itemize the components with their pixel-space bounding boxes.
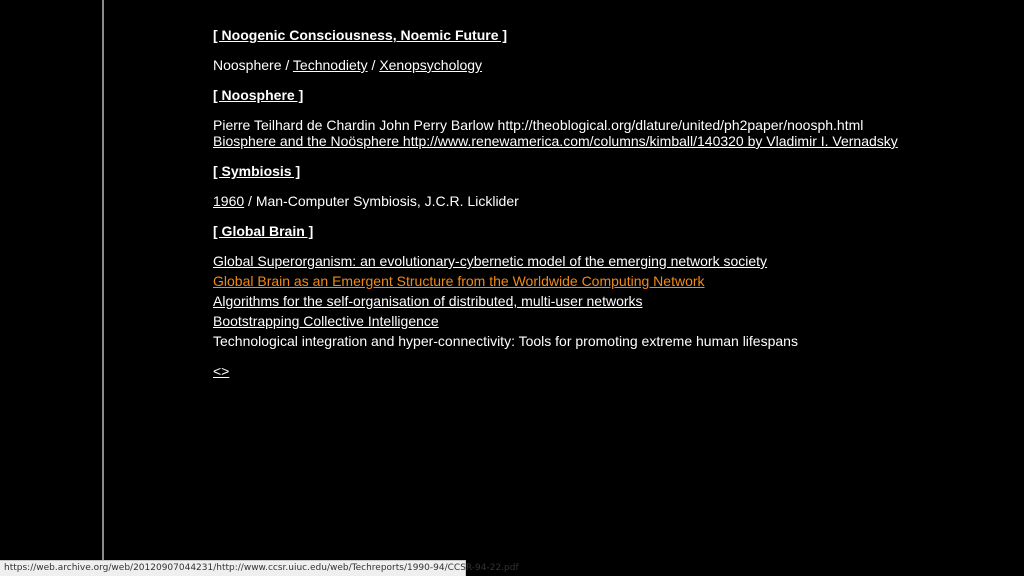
link-bootstrapping-collective-intelligence[interactable]: Bootstrapping Collective Intelligence xyxy=(213,313,439,329)
symbiosis-text: / Man-Computer Symbiosis, J.C.R. Licklider xyxy=(244,193,519,209)
link-xenopsychology[interactable]: Xenopsychology xyxy=(379,57,483,73)
link-1960[interactable]: 1960 xyxy=(213,193,245,209)
text-technological-integration: Technological integration and hyper-connectivity: Tools for promoting extreme human lifespans xyxy=(213,333,798,349)
heading-symbiosis[interactable]: [ Symbiosis ] xyxy=(213,163,301,179)
separator: / xyxy=(367,57,380,73)
link-technodiety[interactable]: Technodiety xyxy=(292,57,368,73)
status-bar-url: https://web.archive.org/web/20120907044231/http://www.ccsr.uiuc.edu/web/Techreports/1990-94/CCSR-94-22.pdf xyxy=(0,560,466,576)
link-global-brain-emergent-structure[interactable]: Global Brain as an Emergent Structure from the Worldwide Computing Network xyxy=(213,273,705,289)
global-brain-list xyxy=(213,253,993,349)
noosphere-references xyxy=(213,117,993,149)
link-global-superorganism[interactable]: Global Superorganism: an evolutionary-cybernetic model of the emerging network society xyxy=(213,253,768,269)
link-self-organisation-algorithms[interactable]: Algorithms for the self-organisation of distributed, multi-user networks xyxy=(213,293,643,309)
left-divider-line xyxy=(102,0,104,560)
noosphere-links-line xyxy=(213,57,993,73)
separator: / xyxy=(281,57,293,73)
heading-noosphere[interactable]: [ Noosphere ] xyxy=(213,87,304,103)
heading-noogenic-consciousness[interactable]: [ Noogenic Consciousness, Noemic Future ] xyxy=(213,27,508,43)
main-content xyxy=(213,27,993,379)
noosphere-text: Noosphere xyxy=(213,57,282,73)
up-arrow-link[interactable]: <> xyxy=(213,363,230,379)
heading-global-brain[interactable]: [ Global Brain ] xyxy=(213,223,314,239)
symbiosis-line xyxy=(213,193,993,209)
link-biosphere-noosphere[interactable]: Biosphere and the Noösphere http://www.renewamerica.com/columns/kimball/140320 by Vladimir I. Vernadsky xyxy=(213,133,898,149)
noosphere-reference-text: Pierre Teilhard de Chardin John Perry Barlow http://theoblogical.org/dlature/united/ph2paper/noosph.html xyxy=(213,117,864,133)
